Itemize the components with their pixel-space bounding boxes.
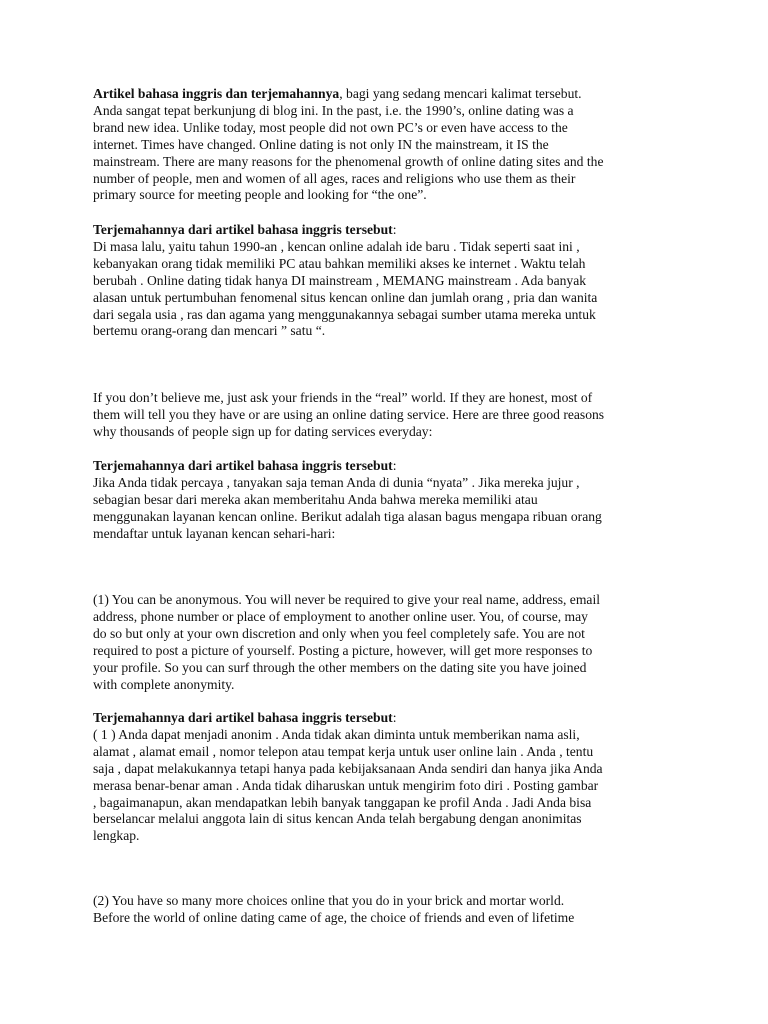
paragraph-reason-2-english [93,893,685,927]
text-line: why thousands of people sign up for dating services everyday: [93,423,433,439]
text-line: (2) You have so many more choices online that you do in your brick and mortar world. [93,893,565,908]
text-line: Terjemahannya dari artikel bahasa inggris tersebut: [93,458,397,473]
text-line: kebanyakan orang tidak memiliki PC atau bahkan memiliki akses ke internet . Waktu telah [93,255,586,271]
text-line: (1) You can be anonymous. You will never be required to give your real name, address, email [93,592,601,607]
text-line: number of people, men and women of all ages, races and religions who use them as their [93,170,576,186]
text-line: brand new idea. Unlike today, most people did not own PC’s or even have access to the [93,119,568,135]
paragraph-intro-english [93,86,685,204]
text-line: required to post a picture of yourself. Posting a picture, however, will get more responses to [93,642,593,658]
text-line: Before the world of online dating came of age, the choice of friends and even of lifetime [93,909,575,925]
text-line: dari segala usia , ras dan agama yang menggunakannya sebagai sumber utama mereka untuk [93,306,596,322]
text-line: address, phone number or place of employment to another online user. You, of course, may [93,608,588,624]
text-line: bertemu orang-orang dan mencari ” satu “. [93,323,326,339]
text-line: saja , dapat melakukannya tetapi hanya pada kebijaksanaan Anda sendiri dan hanya jika Anda [93,760,603,776]
bold-heading: Terjemahannya dari artikel bahasa inggris tersebut [93,458,393,473]
paragraph-friends-translation [93,458,685,543]
text-line: berselancar melalui anggota lain di situs kencan Anda telah bergabung dengan anonimitas [93,811,582,827]
paragraph-reason-1-translation [93,710,685,845]
bold-heading: Terjemahannya dari artikel bahasa inggris tersebut [93,710,393,725]
text-line: Anda sangat tepat berkunjung di blog ini. In the past, i.e. the 1990’s, online dating was a [93,102,574,118]
text-line: , bagaimanapun, akan mendapatkan lebih banyak tanggapan ke profil Anda . Jadi Anda bisa [93,794,592,810]
text-line: internet. Times have changed. Online dating is not only IN the mainstream, it IS the [93,136,549,152]
text-line: menggunakan layanan kencan online. Berikut adalah tiga alasan bagus mengapa ribuan orang [93,508,602,524]
text-line: your profile. So you can surf through the other members on the dating site you have joined [93,659,587,675]
bold-heading: Artikel bahasa inggris dan terjemahannya [93,86,340,101]
bold-heading: Terjemahannya dari artikel bahasa inggris tersebut [93,222,393,237]
text-line: Terjemahannya dari artikel bahasa inggris tersebut: [93,222,397,237]
text-line: do so but only at your own discretion and only when you feel completely safe. You are not [93,625,585,641]
text-line: ( 1 ) Anda dapat menjadi anonim . Anda tidak akan diminta untuk memberikan nama asli, [93,726,580,742]
text-line: merasa benar-benar aman . Anda tidak diharuskan untuk mengirim foto diri . Posting gambar [93,777,599,793]
text-line: Di masa lalu, yaitu tahun 1990-an , kencan online adalah ide baru . Tidak seperti saat ini , [93,238,580,254]
text-line: berubah . Online dating tidak hanya DI mainstream , MEMANG mainstream . Ada banyak [93,272,587,288]
text-line: primary source for meeting people and looking for “the one”. [93,187,427,203]
paragraph-reason-1-english [93,592,685,693]
text-line: alamat , alamat email , nomor telepon atau tempat kerja untuk user online lain . Anda , tentu [93,743,594,759]
text-line: If you don’t believe me, just ask your friends in the “real” world. If they are honest, most of [93,390,593,405]
text-line: mainstream. There are many reasons for the phenomenal growth of online dating sites and the [93,153,604,169]
text-line: alasan untuk pertumbuhan fenomenal situs kencan online dan jumlah orang , pria dan wanita [93,289,598,305]
text-line: with complete anonymity. [93,676,235,692]
paragraph-friends-english [93,390,685,441]
text-line: mendaftar untuk layanan kencan sehari-hari: [93,525,336,541]
text-line: Jika Anda tidak percaya , tanyakan saja teman Anda di dunia “nyata” . Jika mereka jujur , [93,474,580,490]
text-line: them will tell you they have or are using an online dating service. Here are three good reasons [93,406,605,422]
text-line: lengkap. [93,828,140,844]
text-line: Terjemahannya dari artikel bahasa inggris tersebut: [93,710,397,725]
text-line: Artikel bahasa inggris dan terjemahannya, bagi yang sedang mencari kalimat tersebut. [93,86,582,101]
paragraph-intro-translation [93,222,685,340]
text-line: sebagian besar dari mereka akan memberitahu Anda bahwa mereka memiliki atau [93,491,538,507]
